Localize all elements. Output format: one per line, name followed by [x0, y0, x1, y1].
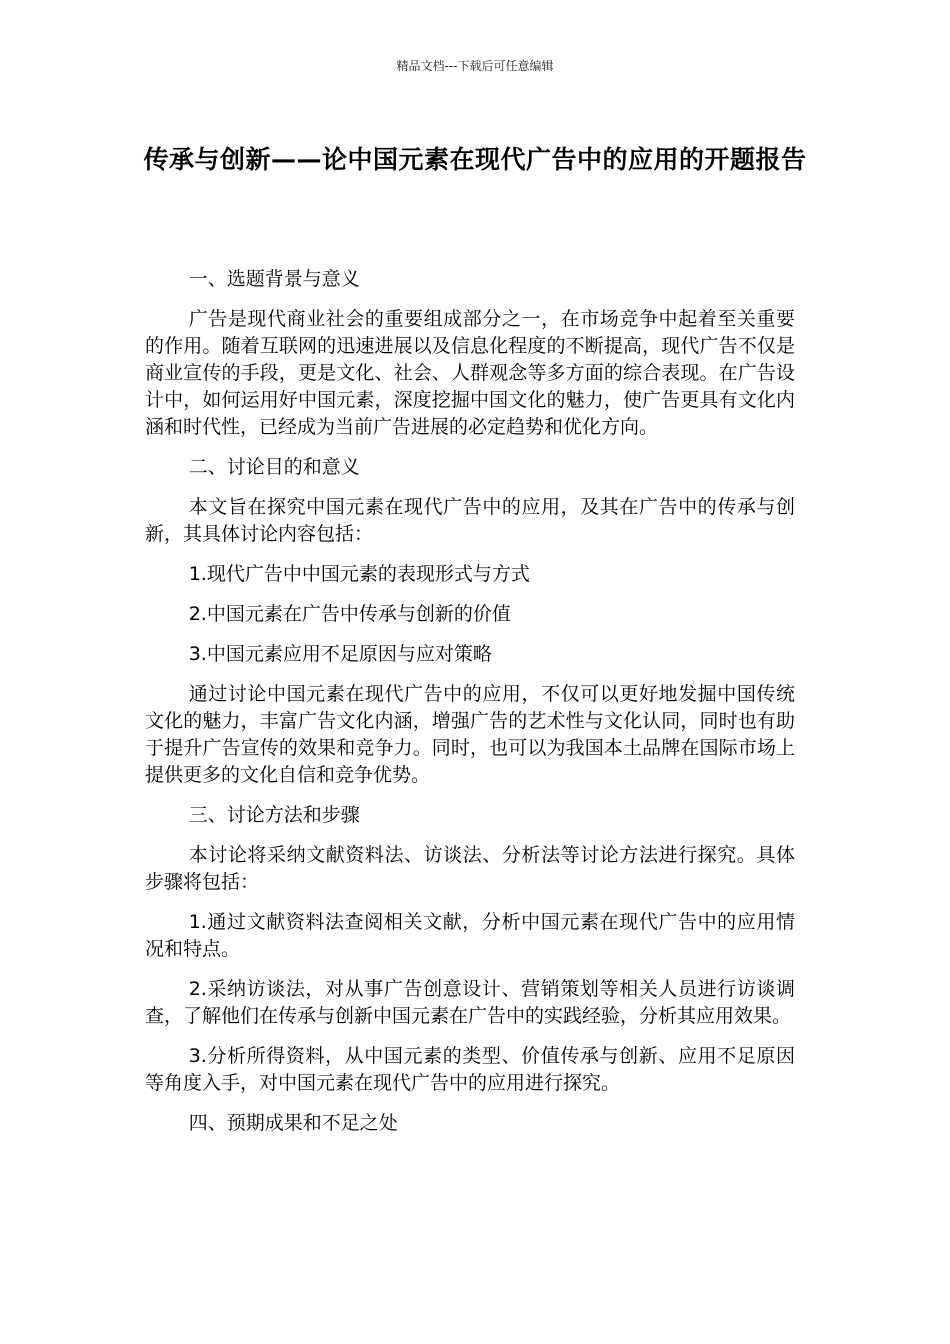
list-item-method-1: 1.通过文献资料法查阅相关文献，分析中国元素在现代广告中的应用情况和特点。 [145, 911, 795, 960]
section-heading-methods: 三、讨论方法和步骤 [188, 804, 360, 826]
document-body [145, 266, 795, 1150]
list-item-purpose-3: 3.中国元素应用不足原因与应对策略 [188, 643, 492, 665]
paragraph-methods: 本讨论将采纳文献资料法、访谈法、分析法等讨论方法进行探究。具体步骤将包括： [145, 844, 795, 893]
paragraph-background: 广告是现代商业社会的重要组成部分之一，在市场竞争中起着至关重要的作用。随着互联网的迅速进展以及信息化程度的不断提高，现代广告不仅是商业宣传的手段，更是文化、社会、人群观念等多方面的综合表现。在广告设计中，如何运用好中国元素，深度挖掘中国文化的魅力，使广告更具有文化内涵和时代性，已经成为当前广告进展的必定趋势和优化方向。 [145, 308, 795, 438]
list-item-purpose-2: 2.中国元素在广告中传承与创新的价值 [188, 603, 511, 625]
list-item-method-3: 3.分析所得资料，从中国元素的类型、价值传承与创新、应用不足原因等角度入手，对中国元素在现代广告中的应用进行探究。 [145, 1045, 795, 1094]
list-item-purpose-1: 1.现代广告中中国元素的表现形式与方式 [188, 563, 530, 585]
document-title: 传承与创新——论中国元素在现代广告中的应用的开题报告 [143, 145, 807, 174]
section-heading-background: 一、选题背景与意义 [188, 268, 360, 290]
paragraph-significance: 通过讨论中国元素在现代广告中的应用，不仅可以更好地发掘中国传统文化的魅力，丰富广告文化内涵，增强广告的艺术性与文化认同，同时也有助于提升广告宣传的效果和竞争力。同时，也可以为我国本土品牌在国际市场上提供更多的文化自信和竞争优势。 [145, 683, 795, 786]
paragraph-purpose: 本文旨在探究中国元素在现代广告中的应用，及其在广告中的传承与创新，其具体讨论内容包括： [145, 496, 795, 545]
header-note: 精品文档---下载后可任意编辑 [396, 59, 554, 73]
list-item-method-2: 2.采纳访谈法，对从事广告创意设计、营销策划等相关人员进行访谈调查，了解他们在传承与创新中国元素在广告中的实践经验，分析其应用效果。 [145, 978, 795, 1027]
section-heading-outcomes: 四、预期成果和不足之处 [188, 1112, 398, 1134]
section-heading-purpose: 二、讨论目的和意义 [188, 456, 360, 478]
